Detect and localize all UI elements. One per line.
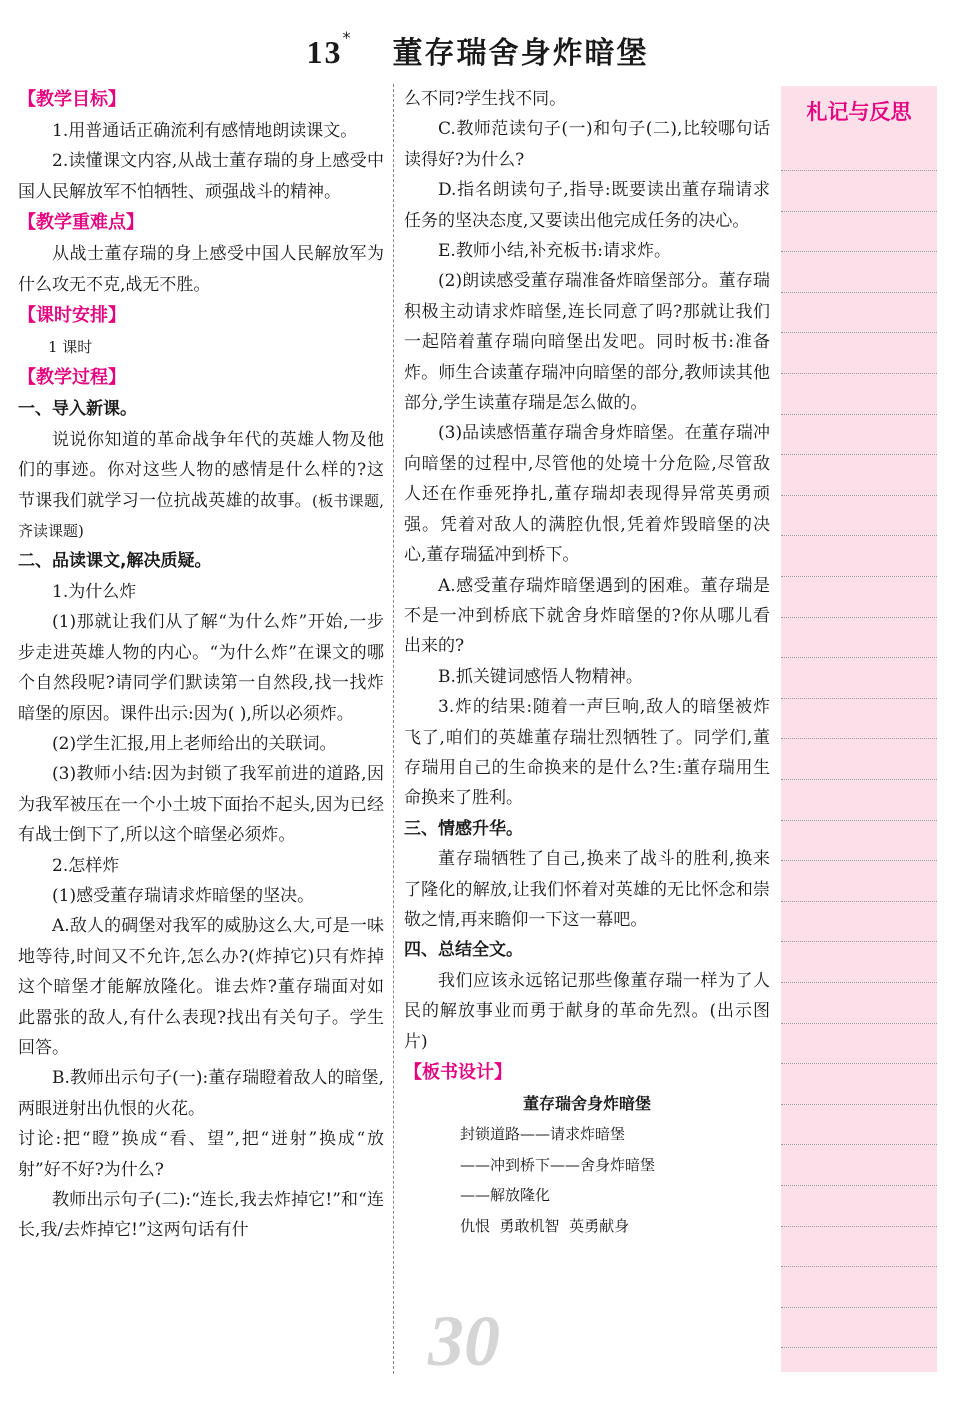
board-line: 仇恨 勇敢机智 英勇献身 (460, 1216, 630, 1235)
paragraph: (3)品读感悟董存瑞舍身炸暗堡。在董存瑞冲向暗堡的过程中,尽管他的处境十分危险,尽管敌人还在作垂死挣扎,董存瑞却表现得异常英勇顽强。凭着对敌人的满腔仇恨,凭着炸毁暗堡的决心,董存瑞猛冲到桥下。 (404, 423, 770, 566)
paragraph: 讨论:把“瞪”换成“看、望”,把“迸射”换成“放射”好不好?为什么? (18, 1129, 384, 1180)
notes-line (781, 698, 937, 699)
paragraph: 1 课时 (48, 338, 93, 357)
paragraph: 2.怎样炸 (52, 855, 120, 876)
notes-line (781, 1104, 937, 1105)
notes-line (781, 617, 937, 618)
section-heading: 四、总结全文。 (404, 940, 523, 961)
page-number: 30 (428, 1301, 500, 1381)
notes-line (781, 454, 937, 455)
section-heading: 三、情感升华。 (404, 818, 523, 839)
heading-schedule: 【课时安排】 (18, 305, 126, 327)
paragraph: (2)学生汇报,用上老师给出的关联词。 (52, 733, 337, 754)
left-column (18, 84, 384, 1246)
notes-line (781, 820, 937, 821)
paragraph: C.教师范读句子(一)和句子(二),比较哪句话读得好?为什么? (404, 119, 770, 170)
notes-line (781, 1226, 937, 1227)
paragraph: 么不同?学生找不同。 (404, 89, 567, 109)
paragraph: 1.为什么炸 (52, 581, 137, 602)
section-heading: 二、品读课文,解决质疑。 (18, 551, 212, 572)
notes-line (781, 738, 937, 739)
notes-line (781, 1266, 937, 1267)
notes-line (781, 535, 937, 536)
notes-title: 札记与反思 (806, 100, 912, 124)
board-line: ——冲到桥下——舍身炸暗堡 (460, 1155, 656, 1174)
notes-line (781, 576, 937, 577)
notes-line (781, 1063, 937, 1064)
notes-line (781, 414, 937, 415)
board-line: ——解放隆化 (460, 1186, 551, 1205)
notes-line (781, 495, 937, 496)
lesson-mark: * (342, 28, 353, 47)
paragraph: A.感受董存瑞炸暗堡遇到的困难。董存瑞是不是一冲到桥底下就舍身炸暗堡的?你从哪儿看出来的? (404, 575, 770, 657)
paragraph: (1)感受董存瑞请求炸暗堡的坚决。 (52, 885, 315, 906)
paragraph: (3)教师小结:因为封锁了我军前进的道路,因为我军被压在一个小土坡下面抬不起头,因为已经有战士倒下了,所以这个暗堡必须炸。 (18, 764, 384, 846)
paragraph: B.抓关键词感悟人物精神。 (438, 666, 643, 687)
heading-teaching-process: 【教学过程】 (18, 367, 126, 389)
notes-line (781, 1144, 937, 1145)
notes-line (781, 860, 937, 861)
notes-line (781, 1023, 937, 1024)
notes-line (781, 779, 937, 780)
board-line: 封锁道路——请求炸暗堡 (460, 1125, 626, 1144)
notes-line (781, 1347, 937, 1348)
paragraph: 我们应该永远铭记那些像董存瑞一样为了人民的解放事业而勇于献身的革命先烈。(出示图片) (404, 970, 770, 1052)
notes-line (781, 292, 937, 293)
paragraph: 从战士董存瑞的身上感受中国人民解放军为什么攻无不克,战无不胜。 (18, 244, 384, 295)
paragraph: D.指名朗读句子,指导:既要读出董存瑞请求任务的坚决态度,又要读出他完成任务的决心。 (404, 180, 770, 231)
middle-column (404, 84, 770, 1241)
paragraph: A.敌人的碉堡对我军的威胁这么大,可是一味地等待,时间又不允许,怎么办?(炸掉它)只有炸掉这个暗堡才能解放隆化。谁去炸?董存瑞面对如此嚣张的敌人,有什么表现?找出有关句子。学生回答。 (18, 916, 384, 1058)
notes-line (781, 251, 937, 252)
column-divider (393, 84, 394, 1374)
page-title (0, 28, 955, 72)
paragraph: 说说你知道的革命战争年代的英雄人物及他们的事迹。你对这些人物的感情是什么样的?这节课我们就学习一位抗战英雄的故事。(板书课题,齐读课题) (18, 429, 385, 541)
paragraph: 1.用普通话正确流利有感情地朗读课文。 (52, 121, 358, 141)
paragraph: B.教师出示句子(一):董存瑞瞪着敌人的暗堡,两眼迸射出仇恨的火花。 (18, 1068, 384, 1119)
notes-line (781, 982, 937, 983)
notes-line (781, 1307, 937, 1308)
notes-line (781, 1185, 937, 1186)
heading-key-points: 【教学重难点】 (18, 212, 144, 234)
lesson-number: 13 (306, 34, 343, 70)
paragraph: 董存瑞牺牲了自己,换来了战斗的胜利,换来了隆化的解放,让我们怀着对英雄的无比怀念和崇敬之情,再来瞻仰一下这一幕吧。 (404, 849, 770, 930)
paragraph: (1)那就让我们从了解“为什么炸”开始,一步步走进英雄人物的内心。“为什么炸”在课文的哪个自然段呢?请同学们默读第一自然段,找一找炸暗堡的原因。课件出示:因为( ),所以必须炸。 (18, 612, 384, 724)
notes-line (781, 901, 937, 902)
paragraph: (2)朗读感受董存瑞准备炸暗堡部分。董存瑞积极主动请求炸暗堡,连长同意了吗?那就让我们一起陪着董存瑞向暗堡出发吧。同时板书:准备炸。师生合读董存瑞冲向暗堡的部分,教师读其他部分,学生读董存瑞是怎么做的。 (404, 271, 770, 414)
heading-board-design: 【板书设计】 (404, 1062, 512, 1083)
board-title: 董存瑞舍身炸暗堡 (522, 1094, 651, 1113)
notes-line (781, 332, 937, 333)
notes-line (781, 211, 937, 212)
paragraph: 3.炸的结果:随着一声巨响,敌人的暗堡被炸飞了,咱们的英雄董存瑞壮烈牺牲了。同学们,董存瑞用自己的生命换来的是什么?生:董存瑞用生命换来了胜利。 (404, 697, 770, 809)
section-heading: 一、导入新课。 (18, 399, 137, 420)
paragraph: E.教师小结,补充板书:请求炸。 (438, 241, 671, 262)
notes-sidebar (781, 86, 937, 1372)
notes-line (781, 373, 937, 374)
notes-line (781, 941, 937, 942)
paragraph: 2.读懂课文内容,从战士董存瑞的身上感受中国人民解放军不怕牺牲、顽强战斗的精神。 (18, 151, 384, 202)
notes-line (781, 170, 937, 171)
lesson-title: 董存瑞舍身炸暗堡 (392, 36, 649, 71)
heading-teaching-goals: 【教学目标】 (18, 89, 126, 110)
paragraph: 教师出示句子(二):“连长,我去炸掉它!”和“连长,我/去炸掉它!”这两句话有什 (18, 1190, 384, 1241)
notes-line (781, 657, 937, 658)
